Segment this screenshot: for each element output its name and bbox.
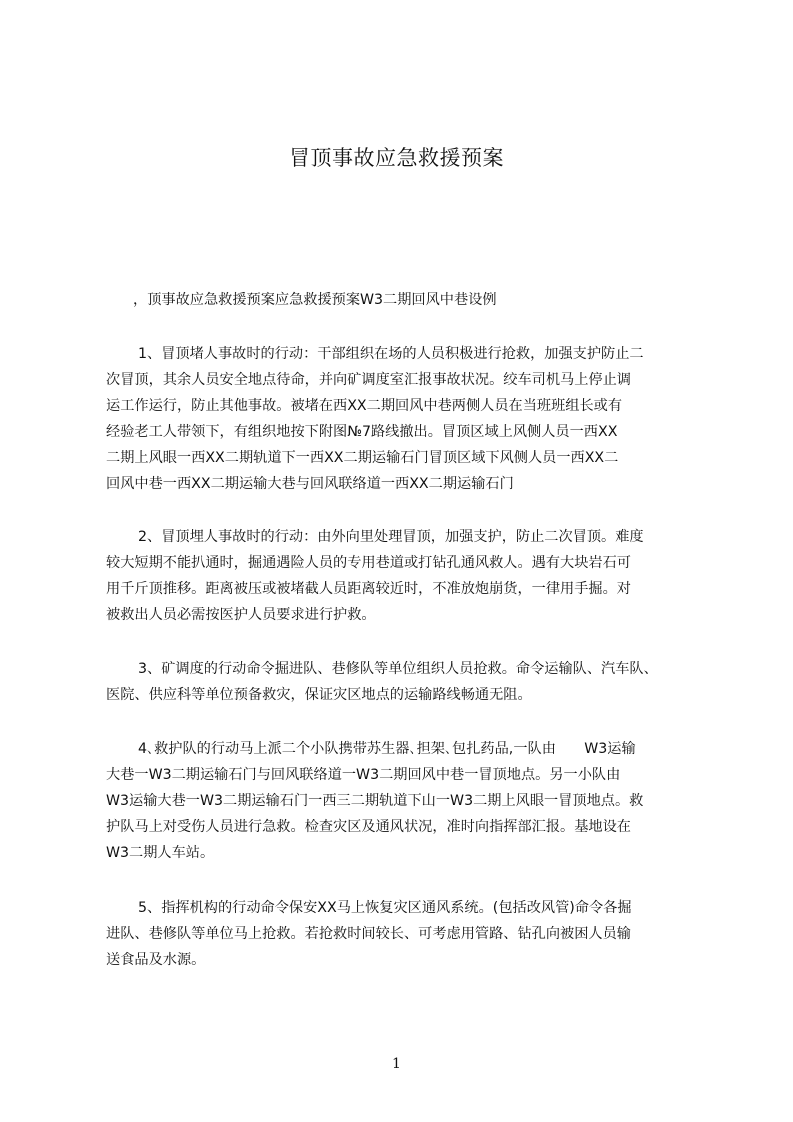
- paragraph-4-line-2: 大巷一W3二期运输石门与回风联络道一W3二期回风中巷一冒顶地点。另一小队由: [106, 767, 621, 783]
- paragraph-2-line-3: 用千斤顶推移。距离被压或被堵截人员距离较近时，不准放炮崩货，一律用手掘。对: [106, 581, 631, 597]
- paragraph-1-line-5: 二期上风眼一西XX二期轨道下一西XX二期运输石门冒顶区域下风侧人员一西XX二: [106, 450, 619, 466]
- page-number: 1: [392, 1056, 401, 1072]
- paragraph-2-line-2: 较大短期不能扒通时，掘通遇险人员的专用巷道或打钻孔通风救人。遇有大块岩石可: [106, 555, 631, 571]
- paragraph-4-line-5: W3二期人车站。: [106, 845, 215, 861]
- paragraph-5-line-1: 5、指挥机构的行动命令保安XX马上恢复灾区通风系统。(包括改风管)命令各掘: [138, 900, 632, 916]
- paragraph-3-line-1: 3、矿调度的行动命令掘进队、巷修队等单位组织人员抢救。命令运输队、汽车队、: [138, 661, 658, 677]
- paragraph-5-line-3: 送食品及水源。: [106, 952, 206, 968]
- intro-line: ，顶事故应急救援预案应急救援预案W3二期回风中巷设例: [133, 292, 497, 308]
- paragraph-4-line-1: 4､救护队的行动马上派二个小队携带苏生器､担架､包扎药品,一队由 W3运输: [138, 741, 636, 757]
- paragraph-2-line-4: 被救出人员必需按医护人员要求进行护救。: [106, 607, 376, 623]
- paragraph-1-line-1: 1、冒顶堵人事故时的行动：干部组织在场的人员积极进行抢救，加强支护防止二: [138, 346, 644, 362]
- paragraph-1-line-2: 次冒顶，其余人员安全地点待命，并向矿调度室汇报事故状况。绞车司机马上停止调: [106, 372, 631, 388]
- paragraph-3-line-2: 医院、供应科等单位预备救灾，保证灾区地点的运输路线畅通无阻。: [106, 687, 532, 703]
- paragraph-5-line-2: 进队、巷修队等单位马上抢救。若抢救时间较长、可考虑用管路、钻孔向被困人员输: [106, 926, 631, 942]
- paragraph-1-line-4: 经验老工人带领下，有组织地按下附图№7路线撤出。冒顶区域上风侧人员一西XX: [106, 424, 618, 440]
- document-title: 冒顶事故应急救援预案: [289, 146, 504, 170]
- paragraph-4-line-3: W3运输大巷一W3二期运输石门一西三二期轨道下山一W3二期上风眼一冒顶地点。救: [106, 793, 644, 809]
- paragraph-2-line-1: 2、冒顶埋人事故时的行动：由外向里处理冒顶，加强支护，防止二次冒顶。难度: [138, 529, 644, 545]
- paragraph-4-line-4: 护队马上对受伤人员进行急救。检查灾区及通风状况，准时向指挥部汇报。基地设在: [106, 819, 631, 835]
- paragraph-1-line-6: 回风中巷一西XX二期运输大巷与回风联络道一西XX二期运输石门: [106, 476, 514, 492]
- paragraph-1-line-3: 运工作运行，防止其他事故。被堵在西XX二期回风中巷两侧人员在当班班组长或有: [106, 398, 623, 414]
